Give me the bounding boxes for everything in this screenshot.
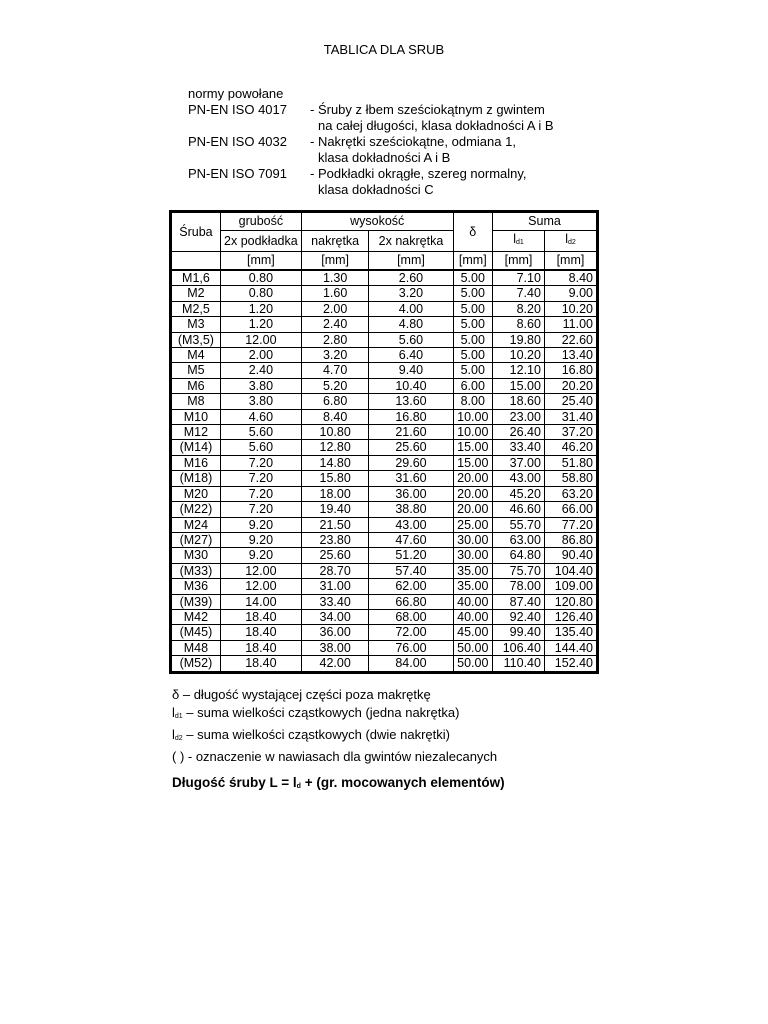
table-row — [171, 378, 598, 393]
table-cell: 5.00 — [453, 317, 492, 332]
table-header-row — [171, 212, 598, 231]
table-cell: 8.00 — [453, 394, 492, 409]
table-row — [171, 425, 598, 440]
table-cell: 30.00 — [453, 532, 492, 547]
table-cell: 5.60 — [220, 440, 301, 455]
table-cell: 1.20 — [220, 317, 301, 332]
table-row — [171, 348, 598, 363]
unit-cell: [mm] — [369, 252, 453, 271]
table-cell: 26.40 — [493, 425, 545, 440]
bolt-size-cell: M16 — [171, 455, 221, 470]
bolt-size-cell: M4 — [171, 348, 221, 363]
table-cell: 33.40 — [493, 440, 545, 455]
table-cell: 2.80 — [301, 332, 369, 347]
table-cell: 3.20 — [301, 348, 369, 363]
norm-code: PN-EN ISO 4032 — [188, 134, 287, 149]
table-cell: 35.00 — [453, 563, 492, 578]
bolt-size-cell: M10 — [171, 409, 221, 424]
table-cell: 1.60 — [301, 286, 369, 301]
table-cell: 23.80 — [301, 532, 369, 547]
legend-ld1 — [172, 704, 497, 726]
table-cell: 55.70 — [493, 517, 545, 532]
table-cell: 7.20 — [220, 471, 301, 486]
norm-desc-line: klasa dokładności A i B — [318, 150, 451, 165]
bolt-size-cell: M30 — [171, 548, 221, 563]
bolt-size-cell: (M14) — [171, 440, 221, 455]
table-cell: 10.20 — [493, 348, 545, 363]
table-cell: 45.00 — [453, 625, 492, 640]
table-cell: 23.00 — [493, 409, 545, 424]
table-cell: 40.00 — [453, 594, 492, 609]
table-unit-row — [171, 252, 598, 271]
table-cell: 18.60 — [493, 394, 545, 409]
table-row — [171, 502, 598, 517]
table-cell: 63.20 — [544, 486, 597, 501]
table-cell: 43.00 — [493, 471, 545, 486]
unit-cell: [mm] — [493, 252, 545, 271]
table-header-row — [171, 231, 598, 252]
table-cell: 38.80 — [369, 502, 453, 517]
table-cell: 12.00 — [220, 332, 301, 347]
bolt-size-cell: M36 — [171, 579, 221, 594]
norm-item — [188, 102, 570, 134]
bolt-size-cell: M6 — [171, 378, 221, 393]
bolt-size-cell: M24 — [171, 517, 221, 532]
table-cell: 8.20 — [493, 301, 545, 316]
table-cell: 4.60 — [220, 409, 301, 424]
norms-heading: normy powołane — [188, 86, 284, 101]
table-cell: 99.40 — [493, 625, 545, 640]
legend-ld2 — [172, 726, 497, 748]
table-cell: 25.00 — [453, 517, 492, 532]
table-cell: 106.40 — [493, 640, 545, 655]
table-cell: 5.00 — [453, 363, 492, 378]
table-cell: 20.00 — [453, 486, 492, 501]
table-cell: 144.40 — [544, 640, 597, 655]
table-cell: 19.80 — [493, 332, 545, 347]
table-cell: 42.00 — [301, 656, 369, 672]
table-row — [171, 656, 598, 672]
table-cell: 15.80 — [301, 471, 369, 486]
unit-cell — [171, 252, 221, 271]
header-ld2 — [544, 231, 597, 252]
table-row — [171, 625, 598, 640]
table-cell: 36.00 — [369, 486, 453, 501]
table-cell: 19.40 — [301, 502, 369, 517]
table-cell: 77.20 — [544, 517, 597, 532]
table-cell: 87.40 — [493, 594, 545, 609]
table-cell: 92.40 — [493, 609, 545, 624]
table-cell: 110.40 — [493, 656, 545, 672]
norm-desc-line: - Podkładki okrągłe, szereg normalny, — [310, 166, 527, 181]
norm-desc-line: - Nakrętki sześciokątne, odmiana 1, — [310, 134, 516, 149]
bolt-length-formula — [172, 775, 505, 790]
formula-sub: d — [296, 783, 301, 790]
table-cell: 0.80 — [220, 270, 301, 286]
bolt-size-cell: M12 — [171, 425, 221, 440]
norm-desc-line: na całej długości, klasa dokładności A i B — [318, 118, 554, 133]
norm-code: PN-EN ISO 7091 — [188, 166, 287, 181]
table-cell: 25.60 — [301, 548, 369, 563]
table-row — [171, 548, 598, 563]
table-cell: 1.30 — [301, 270, 369, 286]
delta-symbol: δ — [172, 687, 180, 702]
norm-description — [310, 134, 570, 166]
table-row — [171, 363, 598, 378]
table-cell: 75.70 — [493, 563, 545, 578]
table-cell: 31.60 — [369, 471, 453, 486]
norm-description — [310, 166, 570, 198]
table-cell: 28.70 — [301, 563, 369, 578]
bolt-size-cell: (M39) — [171, 594, 221, 609]
unit-cell: [mm] — [220, 252, 301, 271]
table-row — [171, 517, 598, 532]
table-row — [171, 486, 598, 501]
table-cell: 66.00 — [544, 502, 597, 517]
table-cell: 21.60 — [369, 425, 453, 440]
bolt-size-cell: M2 — [171, 286, 221, 301]
unit-cell: [mm] — [301, 252, 369, 271]
table-cell: 30.00 — [453, 548, 492, 563]
bolt-size-cell: M20 — [171, 486, 221, 501]
table-cell: 9.00 — [544, 286, 597, 301]
bolt-size-cell: M5 — [171, 363, 221, 378]
table-row — [171, 471, 598, 486]
table-cell: 72.00 — [369, 625, 453, 640]
table-cell: 104.40 — [544, 563, 597, 578]
table-cell: 152.40 — [544, 656, 597, 672]
table-cell: 9.20 — [220, 548, 301, 563]
table-cell: 126.40 — [544, 609, 597, 624]
table-cell: 5.00 — [453, 286, 492, 301]
table-row — [171, 609, 598, 624]
bolt-size-cell: (M33) — [171, 563, 221, 578]
table-row — [171, 579, 598, 594]
table-cell: 9.20 — [220, 517, 301, 532]
table-cell: 31.00 — [301, 579, 369, 594]
legend-delta-text: – długość wystającej części poza makrętkę — [179, 687, 431, 702]
table-cell: 5.00 — [453, 301, 492, 316]
table-cell: 5.00 — [453, 332, 492, 347]
table-cell: 15.00 — [453, 440, 492, 455]
table-cell: 6.40 — [369, 348, 453, 363]
legend — [172, 686, 497, 766]
table-cell: 18.00 — [301, 486, 369, 501]
table-row — [171, 640, 598, 655]
table-cell: 20.20 — [544, 378, 597, 393]
table-cell: 5.60 — [369, 332, 453, 347]
table-cell: 13.40 — [544, 348, 597, 363]
bolt-size-cell: M8 — [171, 394, 221, 409]
table-cell: 13.60 — [369, 394, 453, 409]
table-cell: 4.70 — [301, 363, 369, 378]
table-cell: 6.80 — [301, 394, 369, 409]
bolt-size-cell: (M3,5) — [171, 332, 221, 347]
table-cell: 46.20 — [544, 440, 597, 455]
header-ld1-sub: d1 — [515, 239, 524, 246]
formula-post: + (gr. mocowanych elementów) — [300, 775, 505, 790]
table-cell: 10.00 — [453, 409, 492, 424]
table-cell: 76.00 — [369, 640, 453, 655]
table-cell: 0.80 — [220, 286, 301, 301]
table-cell: 12.00 — [220, 563, 301, 578]
ld2-letter: l — [172, 727, 175, 742]
table-cell: 3.80 — [220, 394, 301, 409]
table-cell: 12.00 — [220, 579, 301, 594]
table-cell: 40.00 — [453, 609, 492, 624]
header-ld2-letter: l — [565, 232, 568, 246]
table-cell: 78.00 — [493, 579, 545, 594]
table-cell: 35.00 — [453, 579, 492, 594]
bolt-size-cell: (M52) — [171, 656, 221, 672]
unit-cell: [mm] — [453, 252, 492, 271]
table-cell: 10.40 — [369, 378, 453, 393]
norm-desc-line: klasa dokładności C — [318, 182, 434, 197]
legend-ld2-text: – suma wielkości cząstkowych (dwie nakrętki) — [182, 727, 450, 742]
table-cell: 62.00 — [369, 579, 453, 594]
table-cell: 2.00 — [220, 348, 301, 363]
table-cell: 38.00 — [301, 640, 369, 655]
table-cell: 90.40 — [544, 548, 597, 563]
table-cell: 18.40 — [220, 656, 301, 672]
table-cell: 2.60 — [369, 270, 453, 286]
table-cell: 7.10 — [493, 270, 545, 286]
table-cell: 33.40 — [301, 594, 369, 609]
table-cell: 46.60 — [493, 502, 545, 517]
table-cell: 5.60 — [220, 425, 301, 440]
header-grubosc: grubość — [220, 212, 301, 231]
table-cell: 12.80 — [301, 440, 369, 455]
table-cell: 6.00 — [453, 378, 492, 393]
table-cell: 25.40 — [544, 394, 597, 409]
table-cell: 36.00 — [301, 625, 369, 640]
table-row — [171, 440, 598, 455]
table-cell: 2.00 — [301, 301, 369, 316]
table-row — [171, 332, 598, 347]
table-cell: 51.80 — [544, 455, 597, 470]
table-cell: 16.80 — [544, 363, 597, 378]
bolt-size-cell: M3 — [171, 317, 221, 332]
table-cell: 7.40 — [493, 286, 545, 301]
header-delta: δ — [453, 212, 492, 252]
header-podkladka: 2x podkładka — [220, 231, 301, 252]
table-cell: 4.00 — [369, 301, 453, 316]
table-cell: 15.00 — [493, 378, 545, 393]
table-cell: 63.00 — [493, 532, 545, 547]
table-cell: 14.00 — [220, 594, 301, 609]
table-row — [171, 270, 598, 286]
header-ld2-sub: d2 — [567, 239, 576, 246]
header-2x-nakretka: 2x nakrętka — [369, 231, 453, 252]
norm-item — [188, 134, 570, 166]
norm-item — [188, 166, 570, 198]
ld2-sub: d2 — [174, 735, 183, 742]
table-cell: 47.60 — [369, 532, 453, 547]
table-cell: 18.40 — [220, 609, 301, 624]
table-cell: 8.60 — [493, 317, 545, 332]
bolt-size-cell: (M18) — [171, 471, 221, 486]
bolt-size-cell: (M45) — [171, 625, 221, 640]
table-row — [171, 317, 598, 332]
table-cell: 10.00 — [453, 425, 492, 440]
table-cell: 31.40 — [544, 409, 597, 424]
table-cell: 120.80 — [544, 594, 597, 609]
norms-section — [188, 86, 570, 198]
table-row — [171, 563, 598, 578]
table-cell: 34.00 — [301, 609, 369, 624]
table-cell: 5.20 — [301, 378, 369, 393]
table-cell: 84.00 — [369, 656, 453, 672]
table-cell: 3.80 — [220, 378, 301, 393]
bolt-size-cell: M1,6 — [171, 270, 221, 286]
table-cell: 16.80 — [369, 409, 453, 424]
header-wysokosc: wysokość — [301, 212, 453, 231]
table-cell: 86.80 — [544, 532, 597, 547]
table-cell: 2.40 — [220, 363, 301, 378]
table-cell: 20.00 — [453, 502, 492, 517]
table-cell: 22.60 — [544, 332, 597, 347]
table-cell: 64.80 — [493, 548, 545, 563]
ld1-sub: d1 — [174, 713, 183, 720]
table-cell: 18.40 — [220, 640, 301, 655]
table-cell: 68.00 — [369, 609, 453, 624]
table-cell: 4.80 — [369, 317, 453, 332]
table-cell: 43.00 — [369, 517, 453, 532]
table-cell: 29.60 — [369, 455, 453, 470]
table-cell: 7.20 — [220, 486, 301, 501]
table-cell: 57.40 — [369, 563, 453, 578]
table-cell: 9.40 — [369, 363, 453, 378]
table-cell: 7.20 — [220, 502, 301, 517]
legend-delta — [172, 686, 497, 704]
table-cell: 37.00 — [493, 455, 545, 470]
legend-ld1-text: – suma wielkości cząstkowych (jedna nakrętka) — [182, 705, 460, 720]
table-cell: 25.60 — [369, 440, 453, 455]
table-cell: 21.50 — [301, 517, 369, 532]
table-row — [171, 532, 598, 547]
table-cell: 14.80 — [301, 455, 369, 470]
header-sruba: Śruba — [171, 212, 221, 252]
table-cell: 12.10 — [493, 363, 545, 378]
norm-code: PN-EN ISO 4017 — [188, 102, 287, 117]
table-cell: 9.20 — [220, 532, 301, 547]
page-title: TABLICA DLA SRUB — [323, 42, 445, 57]
table-cell: 10.20 — [544, 301, 597, 316]
table-cell: 135.40 — [544, 625, 597, 640]
table-cell: 18.40 — [220, 625, 301, 640]
bolt-size-cell: M2,5 — [171, 301, 221, 316]
bolt-size-cell: (M27) — [171, 532, 221, 547]
bolt-size-cell: M48 — [171, 640, 221, 655]
table-cell: 58.80 — [544, 471, 597, 486]
bolt-size-cell: (M22) — [171, 502, 221, 517]
table-cell: 1.20 — [220, 301, 301, 316]
table-cell: 20.00 — [453, 471, 492, 486]
unit-cell: [mm] — [544, 252, 597, 271]
table-cell: 2.40 — [301, 317, 369, 332]
norm-desc-line: - Śruby z łbem sześciokątnym z gwintem — [310, 102, 545, 117]
table-cell: 66.80 — [369, 594, 453, 609]
header-suma: Suma — [493, 212, 598, 231]
table-cell: 45.20 — [493, 486, 545, 501]
table-cell: 109.00 — [544, 579, 597, 594]
table-cell: 50.00 — [453, 640, 492, 655]
bolt-table — [169, 210, 599, 674]
table-row — [171, 394, 598, 409]
table-cell: 50.00 — [453, 656, 492, 672]
header-ld1 — [493, 231, 545, 252]
table-cell: 5.00 — [453, 270, 492, 286]
table-row — [171, 594, 598, 609]
table-cell: 10.80 — [301, 425, 369, 440]
table-cell: 51.20 — [369, 548, 453, 563]
table-cell: 8.40 — [544, 270, 597, 286]
bolt-size-cell: M42 — [171, 609, 221, 624]
table-row — [171, 286, 598, 301]
header-ld1-letter: l — [513, 232, 516, 246]
ld1-letter: l — [172, 705, 175, 720]
norm-description — [310, 102, 570, 134]
table-cell: 3.20 — [369, 286, 453, 301]
table-cell: 8.40 — [301, 409, 369, 424]
table-cell: 37.20 — [544, 425, 597, 440]
table-cell: 7.20 — [220, 455, 301, 470]
legend-parentheses: ( ) - oznaczenie w nawiasach dla gwintów niezalecanych — [172, 749, 498, 764]
formula-pre: Długość śruby L = l — [172, 775, 297, 790]
table-cell: 11.00 — [544, 317, 597, 332]
table-row — [171, 455, 598, 470]
table-cell: 15.00 — [453, 455, 492, 470]
table-row — [171, 409, 598, 424]
table-cell: 5.00 — [453, 348, 492, 363]
header-nakretka: nakrętka — [301, 231, 369, 252]
table-row — [171, 301, 598, 316]
